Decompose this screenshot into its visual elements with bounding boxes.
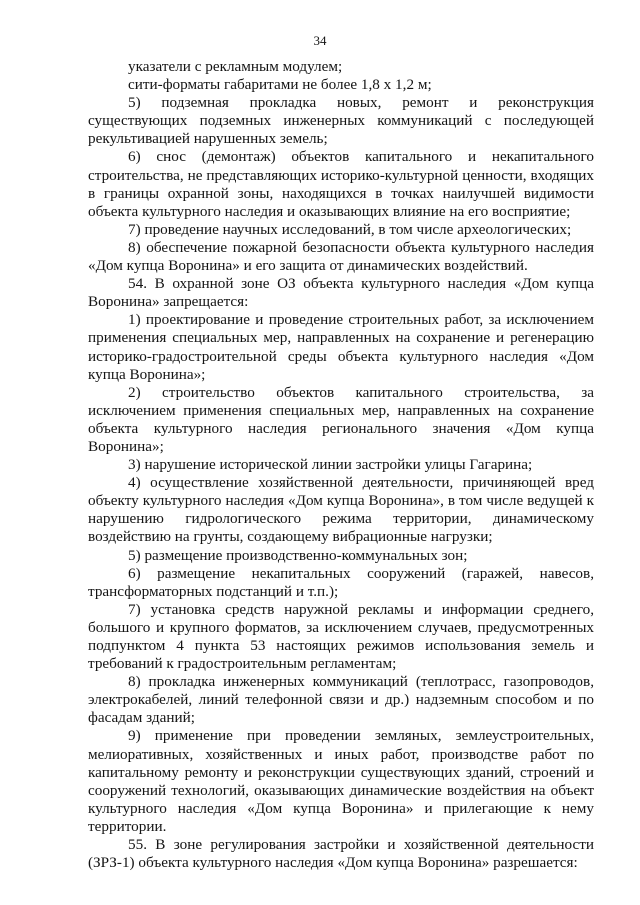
paragraph: 5) размещение производственно-коммунальных зон; <box>128 546 468 564</box>
paragraph: 2) строительство объектов капитального строительства, за исключением применения специальных мер, направленных на сохранение объекта культурного наследия регионального значения «Дом купца Воронина»; <box>88 383 594 455</box>
paragraph: 1) проектирование и проведение строительных работ, за исключением применения специальных мер, направленных на сохранение и регенерацию историко-градостроительной среды объекта культурного наследия «Дом купца Воронина»; <box>88 311 594 383</box>
page-number: 34 <box>313 33 327 48</box>
paragraph: 7) проведение научных исследований, в том числе археологических; <box>128 220 572 238</box>
paragraph: 4) осуществление хозяйственной деятельности, причиняющей вред объекту культурного наследия «Дом купца Воронина», в том числе ведущей к нарушению гидрологического режима территории, динамическому воздействию на грунты, создающему вибрационные нагрузки; <box>88 474 594 546</box>
paragraph: 7) установка средств наружной рекламы и информации среднего, большого и крупного форматов, за исключением случаев, предусмотренных подпунктом 4 пункта 53 настоящих режимов использования земель и требований к градостроительным регламентам; <box>88 600 594 673</box>
paragraph: 5) подземная прокладка новых, ремонт и реконструкция существующих подземных инженерных коммуникаций с последующей рекультивацией нарушенных земель; <box>88 94 594 148</box>
paragraph: 9) применение при проведении земляных, землеустроительных, мелиоративных, хозяйственных и иных работ, производстве работ по капитальному ремонту и реконструкции существующих зданий, строений и сооружений технологий, оказывающих динамические воздействия на объект культурного наследия «Дом купца Воронина» и прилегающие к нему территории. <box>88 727 594 835</box>
paragraph: указатели с рекламным модулем; <box>128 58 343 75</box>
paragraph: 6) снос (демонтаж) объектов капитального и некапитального строительства, не представляющих историко-культурной ценности, входящих в границы охранной зоны, находящихся в точках наилучшей видимости объекта культурного наследия и оказывающих влияние на его восприятие; <box>88 148 594 220</box>
paragraph: 54. В охранной зоне ОЗ объекта культурного наследия «Дом купца Воронина» запрещается: <box>88 275 594 311</box>
paragraph: сити-форматы габаритами не более 1,8 х 1,2 м; <box>128 76 432 94</box>
paragraph: 55. В зоне регулирования застройки и хозяйственной деятельности (ЗРЗ-1) объекта культурного наследия «Дом купца Воронина» разрешается: <box>88 836 594 872</box>
paragraph: 8) обеспечение пожарной безопасности объекта культурного наследия «Дом купца Воронина» и его защита от динамических воздействий. <box>88 238 594 275</box>
paragraph: 6) размещение некапитальных сооружений (гаражей, навесов, трансформаторных подстанций и т.п.); <box>88 564 594 600</box>
body-text <box>88 58 594 872</box>
paragraph: 8) прокладка инженерных коммуникаций (теплотрасс, газопроводов, электрокабелей, линий телефонной связи и др.) надземным способом и по фасадам зданий; <box>88 673 594 727</box>
paragraph: 3) нарушение исторической линии застройки улицы Гагарина; <box>128 456 533 474</box>
